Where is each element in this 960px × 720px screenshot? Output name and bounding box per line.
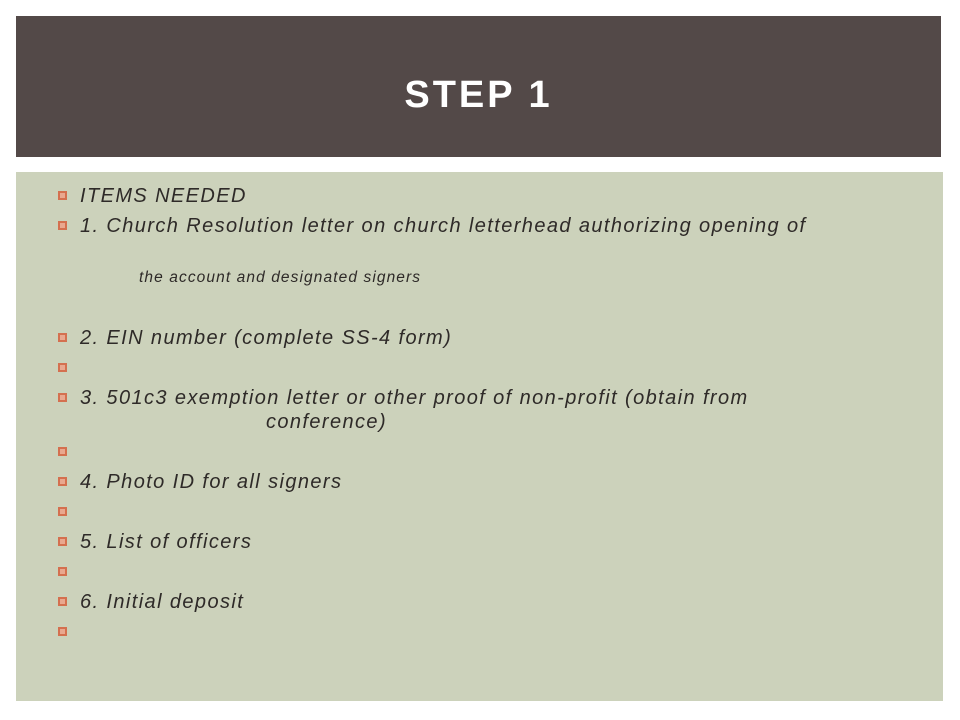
list-item <box>58 386 898 434</box>
list-item <box>58 214 898 238</box>
list-item <box>58 184 898 208</box>
square-bullet-icon <box>58 221 67 230</box>
list-item <box>58 326 898 350</box>
square-bullet-icon <box>58 333 67 342</box>
square-bullet-icon <box>58 191 67 200</box>
list-item-text: 4. Photo ID for all signers <box>80 471 343 493</box>
list-item-subtext: the account and designated signers <box>139 269 422 286</box>
list-item-text: 3. 501c3 exemption letter or other proof of non-profit (obtain from <box>80 387 749 409</box>
square-bullet-icon <box>58 627 67 636</box>
square-bullet-icon <box>58 363 67 372</box>
list-item-continuation: conference) <box>266 411 388 433</box>
list-item-text: 5. List of officers <box>80 531 253 553</box>
bullet-list <box>16 172 943 701</box>
list-item <box>58 590 898 614</box>
content-panel <box>16 172 943 701</box>
square-bullet-icon <box>58 537 67 546</box>
square-bullet-icon <box>58 597 67 606</box>
square-bullet-icon <box>58 393 67 402</box>
square-bullet-icon <box>58 447 67 456</box>
square-bullet-icon <box>58 507 67 516</box>
list-item-text: 1. Church Resolution letter on church letterhead authorizing opening of <box>80 215 807 237</box>
slide-title: STEP 1 <box>404 74 553 116</box>
square-bullet-icon <box>58 567 67 576</box>
list-item <box>58 470 898 494</box>
square-bullet-icon <box>58 477 67 486</box>
list-item-text: 2. EIN number (complete SS-4 form) <box>80 327 453 349</box>
list-item-text: ITEMS NEEDED <box>80 185 247 207</box>
list-item <box>58 530 898 554</box>
title-bar <box>16 16 941 157</box>
list-item-text: 6. Initial deposit <box>80 591 245 613</box>
